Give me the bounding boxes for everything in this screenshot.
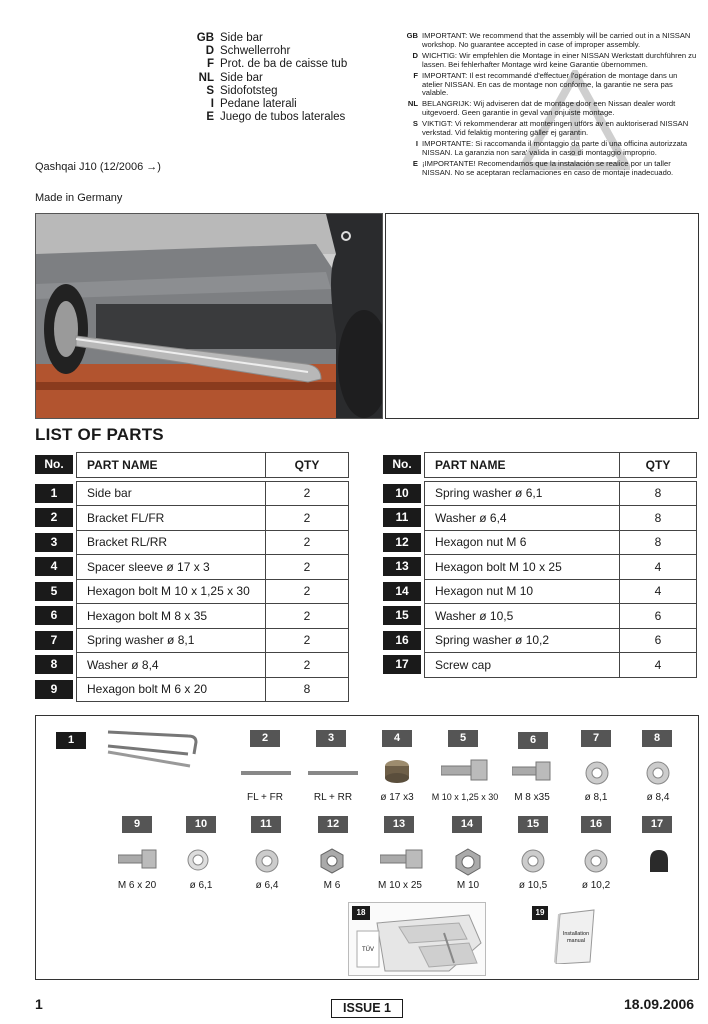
chip-17: 17 [642, 816, 672, 833]
notice [399, 32, 699, 50]
part-name: Spring washer ø 10,2 [425, 628, 620, 653]
notice-text: IMPORTANT: We recommend that the assembly will be carried out in a NISSAN workshop. No guarantee accepted in case of improper assembly. [422, 31, 691, 49]
table-row [35, 653, 349, 678]
notice-code: D [412, 50, 418, 60]
chip-8: 8 [642, 730, 672, 747]
part-name: Side bar [77, 481, 266, 506]
notice [399, 100, 699, 118]
header-no: No. [35, 455, 73, 474]
issue-date: 18.09.2006 [624, 996, 695, 1012]
lang-code: I [210, 98, 214, 111]
lang-name: Juego de tubos laterales [220, 111, 346, 124]
car-interior-icon [349, 903, 485, 975]
table-row [35, 604, 349, 629]
part-number: 6 [35, 606, 73, 625]
notice [399, 120, 699, 138]
notice-code: S [412, 119, 418, 129]
part-name: Hexagon bolt M 10 x 25 [425, 555, 620, 580]
lang-name: Schwellerrohr [220, 45, 291, 58]
part-qty: 4 [620, 653, 697, 678]
lang-code: D [205, 45, 214, 58]
bracket-fl-fr-icon [241, 768, 291, 778]
page-number: 1 [35, 996, 43, 1012]
chip-2: 2 [250, 730, 280, 747]
part-number: 5 [35, 582, 73, 601]
chip-18: 18 [352, 906, 370, 920]
part-number: 2 [35, 508, 73, 527]
washer-6-4-icon [254, 848, 280, 874]
manual-label [556, 931, 596, 944]
label-washer-8-4: ø 8,4 [646, 792, 670, 803]
header-part-name: PART NAME [425, 453, 620, 478]
part-name-translations [188, 32, 347, 124]
table-row [35, 481, 349, 506]
part-number: 8 [35, 655, 73, 674]
part-qty: 2 [266, 579, 349, 604]
lang-code: S [206, 84, 214, 97]
part-qty: 2 [266, 628, 349, 653]
table-row [383, 530, 697, 555]
manual-label-line2: manual [566, 937, 586, 944]
chip-3: 3 [316, 730, 346, 747]
part-name: Screw cap [425, 653, 620, 678]
label-spring-washer-10-2: ø 10,2 [581, 880, 611, 891]
parts-illustration-panel [35, 715, 699, 980]
part-name: Washer ø 10,5 [425, 604, 620, 629]
chip-15: 15 [518, 816, 548, 833]
label-washer-10-5: ø 10,5 [518, 880, 548, 891]
part-name: Hexagon bolt M 8 x 35 [77, 604, 266, 629]
label-washer-6-4: ø 6,4 [255, 880, 279, 891]
notice-code: I [415, 138, 418, 148]
part-name: Washer ø 8,4 [77, 653, 266, 678]
list-of-parts-title: LIST OF PARTS [35, 425, 164, 444]
bracket-rl-rr-icon [308, 768, 358, 778]
lang-name: Side bar [220, 71, 263, 84]
header-part-name: PART NAME [77, 453, 266, 478]
part-number: 16 [383, 631, 421, 650]
part-number: 4 [35, 557, 73, 576]
spacer-sleeve-icon [384, 758, 410, 784]
notice-code: E [412, 158, 418, 168]
part-qty: 8 [620, 530, 697, 555]
table-row [35, 628, 349, 653]
label-bracket-fl-fr: FL + FR [246, 792, 284, 803]
part-number: 9 [35, 680, 73, 699]
table-row [35, 555, 349, 580]
part-name: Bracket RL/RR [77, 530, 266, 555]
table-row [35, 506, 349, 531]
spring-washer-8-1-icon [584, 760, 610, 786]
part-name: Spring washer ø 8,1 [77, 628, 266, 653]
tuv-document-image [348, 902, 486, 976]
part-qty: 2 [266, 506, 349, 531]
part-qty: 4 [620, 579, 697, 604]
hexagon-bolt-m10x25-icon [380, 848, 424, 870]
table-row [383, 481, 697, 506]
notice-code: GB [406, 31, 418, 40]
part-name: Hexagon nut M 6 [425, 530, 620, 555]
table-row [35, 579, 349, 604]
notice [399, 160, 699, 178]
notice [399, 140, 699, 158]
part-name: Hexagon bolt M 6 x 20 [77, 677, 266, 702]
header-qty: QTY [620, 453, 697, 478]
manual-label-line1: Installation [562, 931, 590, 937]
label-bolt-m6x20: M 6 x 20 [117, 880, 157, 891]
notice-code: NL [407, 99, 418, 109]
part-number: 17 [383, 655, 421, 674]
notice [399, 52, 699, 70]
lang-row [188, 85, 347, 98]
part-qty: 2 [266, 555, 349, 580]
label-spring-washer-6-1: ø 6,1 [189, 880, 213, 891]
label-bolt-m8x35: M 8 x35 [514, 792, 550, 803]
lang-row [188, 98, 347, 111]
part-number: 1 [35, 484, 73, 503]
hexagon-bolt-m10x125x30-icon [441, 758, 489, 782]
header-qty: QTY [266, 453, 349, 478]
chip-9: 9 [122, 816, 152, 833]
notice-text: WICHTIG: Wir empfehlen die Montage in einer NISSAN Werkstatt durchführen zu lassen. Bei fehlerhafter Montage wird keine Garantie übernommen. [422, 50, 697, 69]
lang-code: NL [198, 71, 214, 84]
label-spring-washer-8-1: ø 8,1 [584, 792, 608, 803]
lang-row [188, 58, 347, 71]
table-row [35, 530, 349, 555]
table-row [383, 506, 697, 531]
chip-13: 13 [384, 816, 414, 833]
issue-badge: ISSUE 1 [331, 999, 403, 1018]
part-qty: 8 [620, 506, 697, 531]
chip-1: 1 [56, 732, 86, 749]
header-no: No. [383, 455, 421, 474]
side-bar-icon [102, 724, 202, 770]
hexagon-nut-m10-icon [454, 848, 482, 876]
chip-5: 5 [448, 730, 478, 747]
table-row [383, 604, 697, 629]
chip-11: 11 [251, 816, 281, 833]
label-bolt-m10x25: M 10 x 25 [378, 880, 422, 891]
lang-row [188, 32, 347, 45]
vehicle-model: Qashqai J10 (12/2006 →) [35, 161, 161, 173]
part-qty: 8 [620, 481, 697, 506]
parts-table-left [35, 452, 349, 702]
table-row [383, 628, 697, 653]
notice-code: F [413, 70, 418, 80]
vehicle-photo [35, 213, 383, 419]
chip-12: 12 [318, 816, 348, 833]
part-number: 7 [35, 631, 73, 650]
chip-4: 4 [382, 730, 412, 747]
chip-7: 7 [581, 730, 611, 747]
part-number: 13 [383, 557, 421, 576]
chip-19: 19 [532, 906, 548, 920]
label-spacer-sleeve: ø 17 x3 [380, 792, 414, 803]
hexagon-nut-m6-icon [319, 848, 345, 874]
part-number: 12 [383, 533, 421, 552]
lang-row [188, 72, 347, 85]
part-number: 3 [35, 533, 73, 552]
part-number: 14 [383, 582, 421, 601]
made-in: Made in Germany [35, 192, 123, 204]
tuv-label: TÜV [362, 947, 374, 953]
part-qty: 4 [620, 555, 697, 580]
lang-code: E [206, 111, 214, 124]
part-name: Spring washer ø 6,1 [425, 481, 620, 506]
lang-name: Pedane laterali [220, 98, 297, 111]
lang-name: Sidofotsteg [220, 84, 278, 97]
part-number: 15 [383, 606, 421, 625]
notice-text: BELANGRIJK: Wij adviseren dat de montage door een Nissan dealer wordt uitgevoerd. Geen garantie in geval van onjuiste montage. [422, 99, 676, 118]
washer-8-4-icon [645, 760, 671, 786]
washer-10-5-icon [520, 848, 546, 874]
lang-code: GB [196, 32, 214, 44]
notice [399, 72, 699, 99]
part-qty: 2 [266, 653, 349, 678]
chip-6: 6 [518, 732, 548, 749]
table-row [383, 555, 697, 580]
lang-name: Prot. de ba de caisse tub [220, 58, 348, 71]
lang-code: F [206, 58, 214, 71]
part-qty: 6 [620, 628, 697, 653]
part-qty: 2 [266, 604, 349, 629]
label-bolt-m10x125x30: M 10 x 1,25 x 30 [431, 792, 499, 802]
notice-text: VIKTIGT: Vi rekommenderar att monteringen utförs av en auktoriserad NISSAN verkstad. Vid felaktig montering gäller ej garantin. [422, 119, 689, 138]
part-number: 11 [383, 508, 421, 527]
table-row [383, 579, 697, 604]
assembly-notices [399, 32, 699, 180]
notice-text: ¡IMPORTANTE! Recomendamos que la instalación se realice por un taller NISSAN. No se aceptaran reclamaciones en caso de montaje inadecuado. [422, 158, 674, 177]
screw-cap-icon [648, 848, 670, 874]
spring-washer-6-1-icon [186, 848, 210, 872]
part-qty: 2 [266, 530, 349, 555]
label-nut-m6: M 6 [323, 880, 341, 891]
part-name: Washer ø 6,4 [425, 506, 620, 531]
hexagon-bolt-m6x20-icon [118, 848, 158, 870]
chip-14: 14 [452, 816, 482, 833]
hexagon-bolt-m8x35-icon [512, 760, 552, 782]
part-number: 10 [383, 484, 421, 503]
notice-text: IMPORTANTE: Si raccomanda il montaggio da parte di una officina autorizzata NISSAN. La garanzia non sara' valida in caso di montaggio improprio. [422, 138, 688, 157]
part-name: Hexagon bolt M 10 x 1,25 x 30 [77, 579, 266, 604]
lang-row [188, 111, 347, 124]
notice-text: IMPORTANT: Il est recommandé d'effectuer l'opération de montage dans un atelier NISSAN. En cas de montage non conforme, la garantie ne sera pas valable. [422, 70, 678, 98]
blank-frame [385, 213, 699, 419]
parts-table-right [383, 452, 697, 678]
table-row [383, 653, 697, 678]
part-name: Hexagon nut M 10 [425, 579, 620, 604]
table-header-row [383, 453, 697, 478]
chip-10: 10 [186, 816, 216, 833]
spring-washer-10-2-icon [583, 848, 609, 874]
part-name: Bracket FL/FR [77, 506, 266, 531]
part-qty: 8 [266, 677, 349, 702]
table-header-row [35, 453, 349, 478]
part-qty: 6 [620, 604, 697, 629]
chip-16: 16 [581, 816, 611, 833]
lang-row [188, 45, 347, 58]
table-row [35, 677, 349, 702]
part-qty: 2 [266, 481, 349, 506]
label-bracket-rl-rr: RL + RR [313, 792, 353, 803]
label-nut-m10: M 10 [456, 880, 480, 891]
part-name: Spacer sleeve ø 17 x 3 [77, 555, 266, 580]
lang-name: Side bar [220, 32, 263, 44]
